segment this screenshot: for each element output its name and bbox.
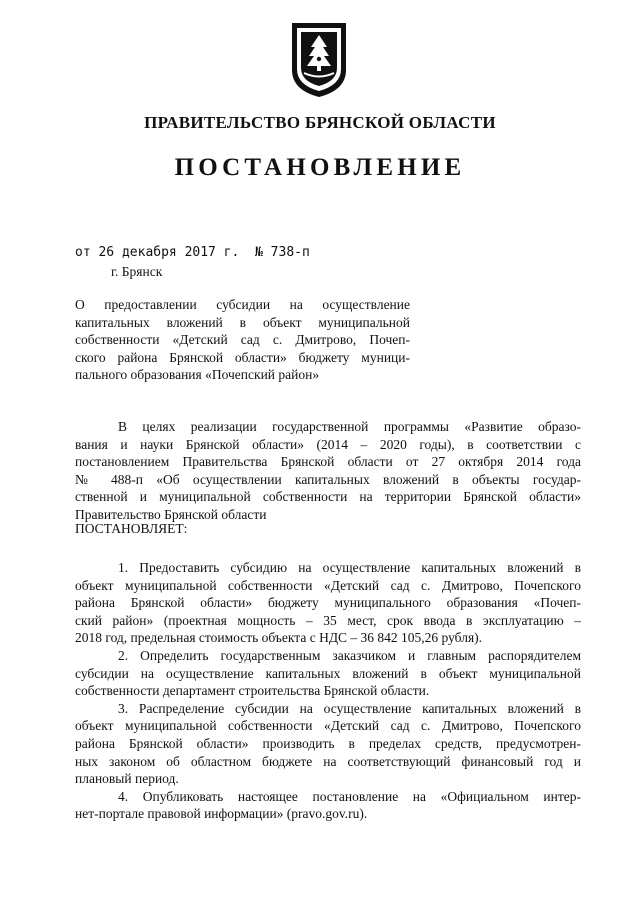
item-2-line: 2. Определить государственным заказчиком и главным распорядителем [118, 647, 581, 663]
document-subject [75, 296, 410, 384]
item-2-line: собственности департамент строительства Брянской области. [75, 683, 430, 699]
item-3-line: ных законом об областном бюджете на соответствующий финансовый год и [75, 753, 581, 769]
coat-of-arms-emblem [289, 20, 349, 100]
item-3-line: плановый период. [75, 771, 179, 787]
subject-line: собственности «Детский сад с. Дмитрово, Почеп- [75, 332, 410, 347]
item-1-line: района Брянской области» бюджету муниципального образования «Почеп- [75, 595, 581, 611]
preamble-line: В целях реализации государственной программы «Развитие образо- [118, 419, 581, 434]
item-2-line: субсидии на осуществление капитальных вложений в объект муниципальной [75, 665, 581, 681]
subject-line: О предоставлении субсидии на осуществление [75, 297, 410, 312]
item-1-line: 2018 год, предельная стоимость объекта с НДС – 36 842 105,26 рубля). [75, 630, 483, 646]
decree-label: ПОСТАНОВЛЯЕТ: [75, 521, 188, 536]
subject-line: ского района Брянской области» бюджету муници- [75, 349, 410, 365]
item-3-line: объект муниципальной собственности «Детский сад с. Дмитрово, Почепского [75, 718, 581, 734]
preamble-line: ственной и муниципальной собственности на территории Брянской области» [75, 489, 581, 505]
date-prefix: от [75, 245, 91, 260]
subject-line: капитальных вложений в объект муниципальной [75, 314, 410, 330]
preamble-paragraph [75, 418, 581, 524]
preamble-line: постановлением Правительства Брянской области от 27 октября 2014 года [75, 454, 581, 470]
preamble-line: Правительство Брянской области [75, 506, 267, 522]
item-1-line: объект муниципальной собственности «Детский сад с. Дмитрово, Почепского [75, 577, 581, 593]
document-date: 26 декабря 2017 г. [98, 245, 240, 260]
date-number-line [75, 245, 310, 260]
item-4-line: 4. Опубликовать настоящее постановление на «Официальном интер- [118, 788, 581, 804]
item-1-line: 1. Предоставить субсидию на осуществление капитальных вложений в [118, 560, 581, 575]
item-4-line: нет-портале правовой информации» (pravo.gov.ru). [75, 806, 368, 822]
preamble-line: № 488-п «Об осуществлении капитальных вложений в объекты государ- [75, 471, 581, 487]
subject-line: пального образования «Почепский район» [75, 367, 320, 382]
item-3-line: района Брянской области» производить в пределах средств, предусмотрен- [75, 735, 581, 751]
decree-word [75, 520, 581, 538]
item-1-line: ский район» (проектная мощность – 35 мест, срок ввода в эксплуатацию – [75, 612, 581, 628]
document-number: № 738-п [255, 245, 310, 260]
authority-title: ПРАВИТЕЛЬСТВО БРЯНСКОЙ ОБЛАСТИ [144, 113, 496, 132]
preamble-line: вания и науки Брянской области» (2014 – 2020 годы), в соответствии с [75, 436, 581, 452]
item-3-line: 3. Распределение субсидии на осуществление капитальных вложений в [118, 700, 581, 716]
decree-items [75, 559, 581, 823]
issue-city: г. Брянск [111, 264, 163, 279]
document-type-title: ПОСТАНОВЛЕНИЕ [174, 154, 466, 181]
